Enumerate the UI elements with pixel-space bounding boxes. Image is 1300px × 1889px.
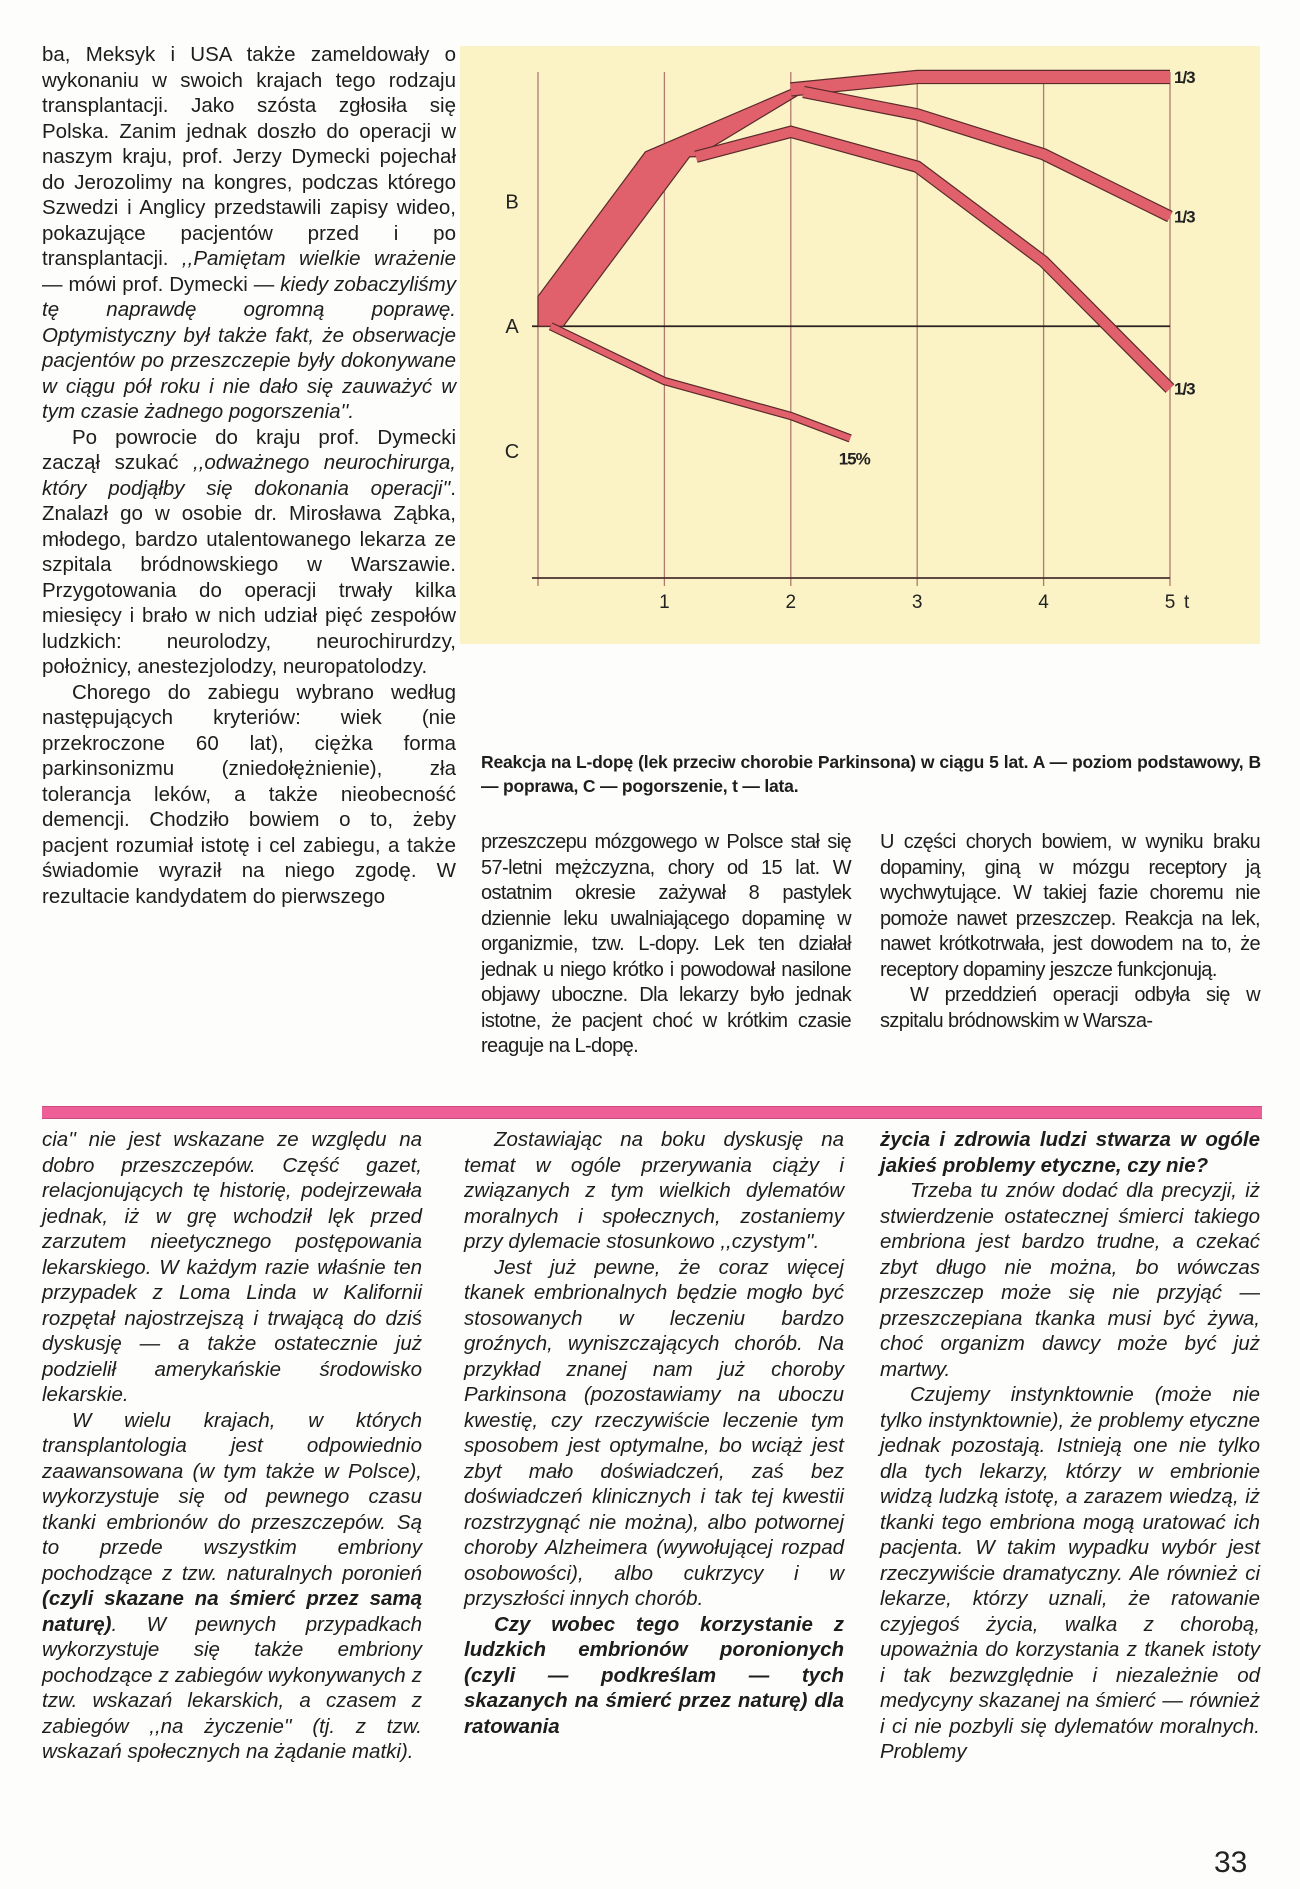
- text-run: ,,odważnego neurochirurga, który podjąłby się dokonania operacji'': [42, 451, 456, 500]
- chart-svg: [460, 46, 1260, 644]
- paragraph: [481, 830, 851, 1060]
- chart-caption: Reakcja na L-dopę (lek przeciw chorobie Parkinsona) w ciągu 5 lat. A — poziom podstawowy, B — poprawa, C — pogorszenie, t — lata.: [481, 752, 1261, 796]
- paragraph: [42, 1127, 422, 1408]
- article-column-bottom-1: [42, 1127, 422, 1765]
- x-tick-label: 1: [659, 592, 670, 613]
- text-run: cia'' nie jest wskazane ze względu na dobro przeszczepów. Część gazet, relacjonujących tę historię, podejrzewała jednak, iż w grę wchodził lęk przed zarzutem nieetycznego postępowania lekarskiego. W każdym razie właśnie ten przypadek z Loma Linda w Kalifornii rozpętał najostrzejszą i trwającą do dziś dyskusję — a także ostatecznie już podzielił amerykańskie środowisko lekarskie.: [42, 1128, 422, 1406]
- text-run: Czujemy instynktownie (może nie tylko instynktownie), że problemy etyczne jednak pozostają. Istnieją one nie tylko dla tych lekarzy, którzy w embrionie widzą ludzką istotę, a zarazem wiedzą, iż tkanki tego embriona mogą uratować ich pacjenta. W takim wypadku wybór jest rzeczywiście dramatyczny. Ale również ci lekarze, którzy uznali, że ratowanie czyjegoś życia, walka z chorobą, upoważnia do korzystania z tkanek istoty i tak bezwzględnie i niezależnie od medycyny skazanej na śmierć — również i ci nie pozbyli się dylematów moralnych. Problemy: [880, 1383, 1260, 1763]
- x-tick-label: 5: [1164, 592, 1176, 613]
- chart-figure: [460, 46, 1260, 644]
- text-run: . Znalazł go w osobie dr. Mirosława Ząbka, młodego, bardzo utalentowanego lekarza ze szpitala bródnowskiego w Warszawie. Przygotowania do operacji trwały kilka miesięcy i brało w nich udział pięć zespołów ludzkich: neurolodzy, neurochirurdzy, położnicy, anestezjolodzy, neuropatolodzy.: [42, 476, 456, 678]
- paragraph: [464, 1255, 844, 1612]
- series-line-worsening: [551, 326, 851, 438]
- series-outline-decline-below-baseline: [696, 132, 1170, 389]
- article-column-top-left: [42, 42, 456, 909]
- x-axis-unit-label: t: [1184, 592, 1190, 613]
- paragraph: [464, 1612, 844, 1740]
- paragraph: [42, 425, 456, 680]
- text-run: przeszczepu mózgowego w Polsce stał się 57-letni mężczyzna, chory od 15 lat. W ostatnim okresie zażywał 8 pastylek dziennie leku uwalniającego dopaminę w organizmie, tzw. L-dopy. Lek ten działał jednak u niego krótko i powodował nasilone objawy uboczne. Dla lekarzy było jednak istotne, że pacjent choć w krótkim czasie reaguje na L-dopę.: [481, 831, 851, 1057]
- text-run: ba, Meksyk i USA także zameldowały o wykonaniu w swoich krajach tego rodzaju transplantacji. Jako szósta zgłosiła się Polska. Zanim jednak doszło do operacji w naszym kraju, prof. Jerzy Dymecki pojechał do Jerozolimy na kongres, podczas którego Szwedzi i Anglicy przedstawili zapisy wideo, pokazujące pacjentów przed i po transplantacji.: [42, 43, 456, 270]
- level-label-c: C: [504, 440, 520, 463]
- text-run: kiedy zobaczyliśmy tę naprawdę ogromną poprawę. Optymistyczny był także fakt, że obserwacje pacjentów po przeszczepie były dokonywane w ciągu pół roku i nie dało się zauważyć w tym czasie żadnego pogorszenia''.: [42, 272, 456, 423]
- series-end-label: 1/3: [1174, 379, 1195, 399]
- text-run: W wielu krajach, w których transplantologia jest odpowiednio zaawansowana (w tym także w Polsce), wykorzystuje się od pewnego czasu tkanki embrionów do przeszczepów. Są to przede wszystkim embriony pochodzące z tzw. naturalnych poronień: [42, 1408, 422, 1585]
- paragraph: [42, 680, 456, 910]
- text-run: (czyli skazane na śmierć przez samą naturę): [42, 1587, 422, 1636]
- paragraph: [42, 1408, 422, 1765]
- improvement-band: [538, 89, 803, 326]
- level-label-b: B: [505, 191, 519, 214]
- article-column-top-middle: [481, 830, 851, 1060]
- text-run: życia i zdrowia ludzi stwarza w ogóle jakieś problemy etyczne, czy nie?: [880, 1128, 1260, 1177]
- text-run: . W pewnych przypadkach wykorzystuje się także embriony pochodzące z zabiegów wykonywanych z tzw. wskazań lekarskich, a czasem z zabiegów ,,na życzenie'' (tj. z tzw. wskazań społecznych na żądanie matki).: [42, 1612, 422, 1763]
- text-run: W przeddzień operacji odbyła się w szpitalu bródnowskim w Warsza-: [880, 984, 1260, 1032]
- article-column-bottom-2: [464, 1127, 844, 1739]
- text-run: ,,Pamiętam wielkie wrażenie: [181, 247, 457, 270]
- text-run: — mówi prof. Dymecki —: [42, 272, 281, 296]
- text-run: Jest już pewne, że coraz więcej tkanek embrionalnych będzie mogło być stosowanych w leczeniu bardzo groźnych, wyniszczających chorób. Na przykład znanej nam już choroby Parkinsona (pozostawiamy na uboczu kwestię, czy rzeczywiście leczenie tym sposobem jest optymalne, bo wciąż jest zbyt mało doświadczeń, zaś bez doświadczeń klinicznych i tak tej kwestii rozstrzygnąć nie można), albo potwornej choroby Alzheimera (wywołującej rozpad osobowości), albo cukrzycy i w przyszłości innych chorób.: [464, 1255, 844, 1610]
- article-column-bottom-3: [880, 1127, 1260, 1765]
- paragraph: [464, 1127, 844, 1255]
- series-end-label: 15%: [838, 449, 870, 469]
- divider-band: [42, 1106, 1262, 1119]
- paragraph: [880, 1178, 1260, 1382]
- text-run: U części chorych bowiem, w wyniku braku dopaminy, giną w mózgu receptory ją wychwytujące. W takiej fazie choremu nie pomoże nawet przeszczep. Reakcja na lek, nawet krótkotrwała, jest dowodem na to, że receptory dopaminy jeszcze funkcjonują.: [880, 831, 1260, 981]
- text-run: Czy wobec tego korzystanie z ludzkich embrionów poronionych (czyli — podkreślam — tych skazanych na śmierć przez naturę) dla ratowania: [464, 1612, 844, 1738]
- x-tick-label: 3: [911, 592, 923, 613]
- article-column-top-right: [880, 830, 1260, 1034]
- series-end-label: 1/3: [1174, 67, 1195, 87]
- text-run: Trzeba tu znów dodać dla precyzji, iż stwierdzenie ostatecznej śmierci takiego embriona jest bardzo trudne, a czekać zbyt długo nie można, bo wówczas przeszczep może się nie przyjąć — przeszczepiana tkanka musi być żywa, choć organizm dawcy może być już martwy.: [880, 1179, 1260, 1381]
- paragraph: [42, 42, 456, 425]
- x-tick-label: 4: [1038, 592, 1049, 613]
- paragraph: [880, 1382, 1260, 1765]
- series-end-label: 1/3: [1174, 207, 1195, 227]
- text-run: Chorego do zabiegu wybrano według następujących kryteriów: wiek (nie przekroczone 60 lat), ciężka forma parkinsonizmu (zniedołężnienie), zła tolerancja leków, a także nieobecność demencji. Chodziło bowiem o to, żeby pacjent rozumiał istotę i cel zabiegu, a także świadomie wyraził na niego zgodę. W rezultacie kandydatem do pierwszego: [42, 680, 456, 908]
- page-number: 33: [1214, 1846, 1248, 1879]
- paragraph: [880, 983, 1260, 1034]
- text-run: Po powrocie do kraju prof. Dymecki zaczął szukać: [42, 425, 456, 474]
- series-line-decline-below-baseline: [696, 132, 1170, 389]
- level-label-a: A: [505, 316, 519, 339]
- text-run: Zostawiając na boku dyskusję na temat w ogóle przerywania ciąży i związanych z tym wielkich dylematów moralnych i społecznych, zostaniemy przy dylemacie stosunkowo ,,czystym''.: [464, 1128, 844, 1253]
- x-tick-label: 2: [785, 592, 797, 613]
- paragraph: [880, 1127, 1260, 1178]
- paragraph: [880, 830, 1260, 983]
